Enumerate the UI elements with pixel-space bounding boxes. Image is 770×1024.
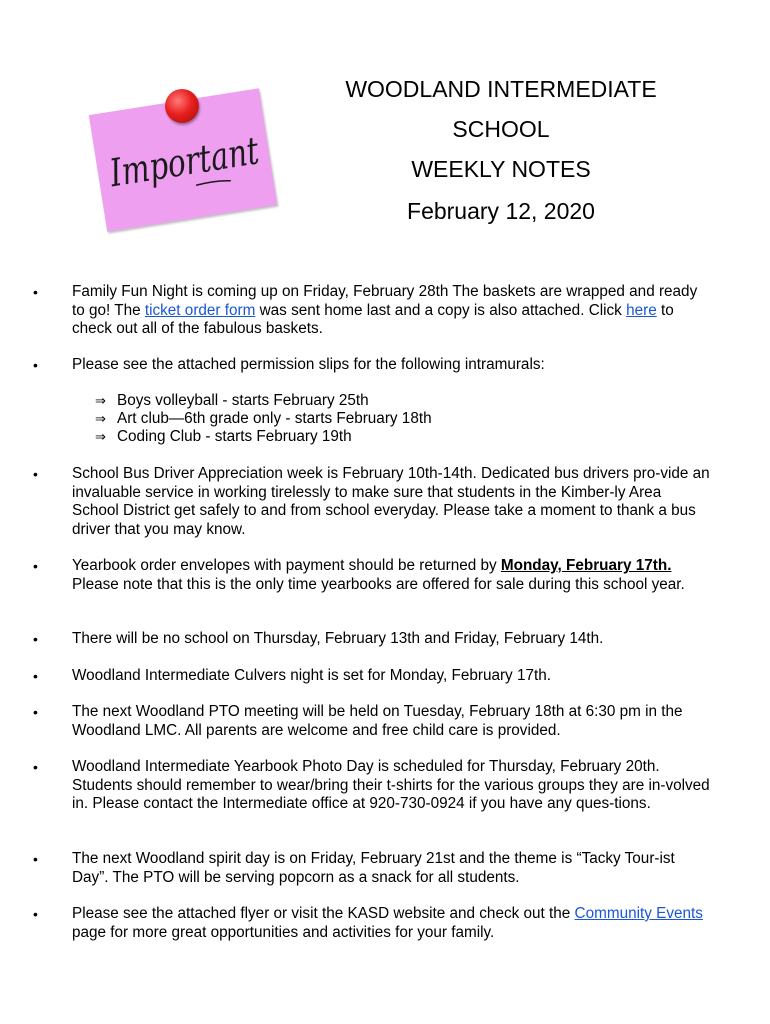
ticket-order-form-link[interactable]: ticket order form [144,301,256,319]
bullet-icon: • [33,284,38,300]
bullet-icon: • [33,704,38,720]
bullet-icon: • [33,631,38,647]
school-name-line2: SCHOOL [452,116,550,142]
sub-item-volleyball: ⇒ Boys volleyball - starts February 25th [95,392,369,409]
bullet-icon: • [33,668,38,684]
bullet-icon: • [33,759,38,775]
arrow-icon: ⇒ [95,429,106,444]
list-item-community-events: • Please see the attached flyer or visit the KASD website and check out the Community Events page for more great opportunities and activities for your family. [33,905,703,941]
list-item-yearbook-orders: • Yearbook order envelopes with payment should be returned by Monday, February 17th. Please note that this is the only time yearbooks are offered for sale during this school year. [33,557,685,593]
bullet-icon: • [33,851,38,867]
list-item-pto-meeting: • The next Woodland PTO meeting will be held on Tuesday, February 18th at 6:30 pm in the Woodland LMC. All parents are welcome and free child care is provided. [33,703,683,739]
bullet-icon: • [33,558,38,574]
list-item-photo-day: • Woodland Intermediate Yearbook Photo Day is scheduled for Thursday, February 20th. Students should remember to wear/bring their t-shirts for the various groups they are in-volved in. Please contact the Intermediate office at 920-730-0924 if you have any ques-tions. [33,758,710,812]
sub-item-coding-club: ⇒ Coding Club - starts February 19th [95,428,352,445]
school-name-line1: WOODLAND INTERMEDIATE [345,76,657,102]
list-item-bus-drivers: • School Bus Driver Appreciation week is February 10th-14th. Dedicated bus drivers pro-vide an invaluable service in working tirelessly to make sure that students in the Kimber-ly Area School District get safely to and from school everyday. Please take a moment to thank a bus driver that you may know. [33,465,710,538]
push-pin-icon [165,89,199,123]
list-item-intramurals: • Please see the attached permission slips for the following intramurals: [33,356,545,373]
sticky-note-word: Important [106,121,306,196]
arrow-icon: ⇒ [95,393,106,408]
list-item-culvers: • Woodland Intermediate Culvers night is set for Monday, February 17th. [33,667,551,684]
page-header [331,69,671,231]
list-item-fun-night: • Family Fun Night is coming up on Friday, February 28th The baskets are wrapped and ready to go! The ticket order form was sent home last and a copy is also attached. Click here to check out all of the fabulous baskets. [33,283,698,337]
list-item-spirit-day: • The next Woodland spirit day is on Friday, February 21st and the theme is “Tacky Tour-ist Day”. The PTO will be serving popcorn as a snack for all students. [33,850,675,886]
community-events-link[interactable]: Community Events [574,905,703,922]
bullet-icon: • [33,906,38,922]
arrow-icon: ⇒ [95,411,106,426]
page-title: WEEKLY NOTES [411,156,591,182]
list-item-no-school: • There will be no school on Thursday, February 13th and Friday, February 14th. [33,630,604,647]
bullet-icon: • [33,357,38,373]
sub-item-art-club: ⇒ Art club—6th grade only - starts February 18th [95,410,432,427]
bullet-icon: • [33,466,38,482]
page-date: February 12, 2020 [407,198,595,224]
deadline-emphasis: Monday, February 17th. [500,557,672,574]
baskets-here-link[interactable]: here [626,301,657,319]
